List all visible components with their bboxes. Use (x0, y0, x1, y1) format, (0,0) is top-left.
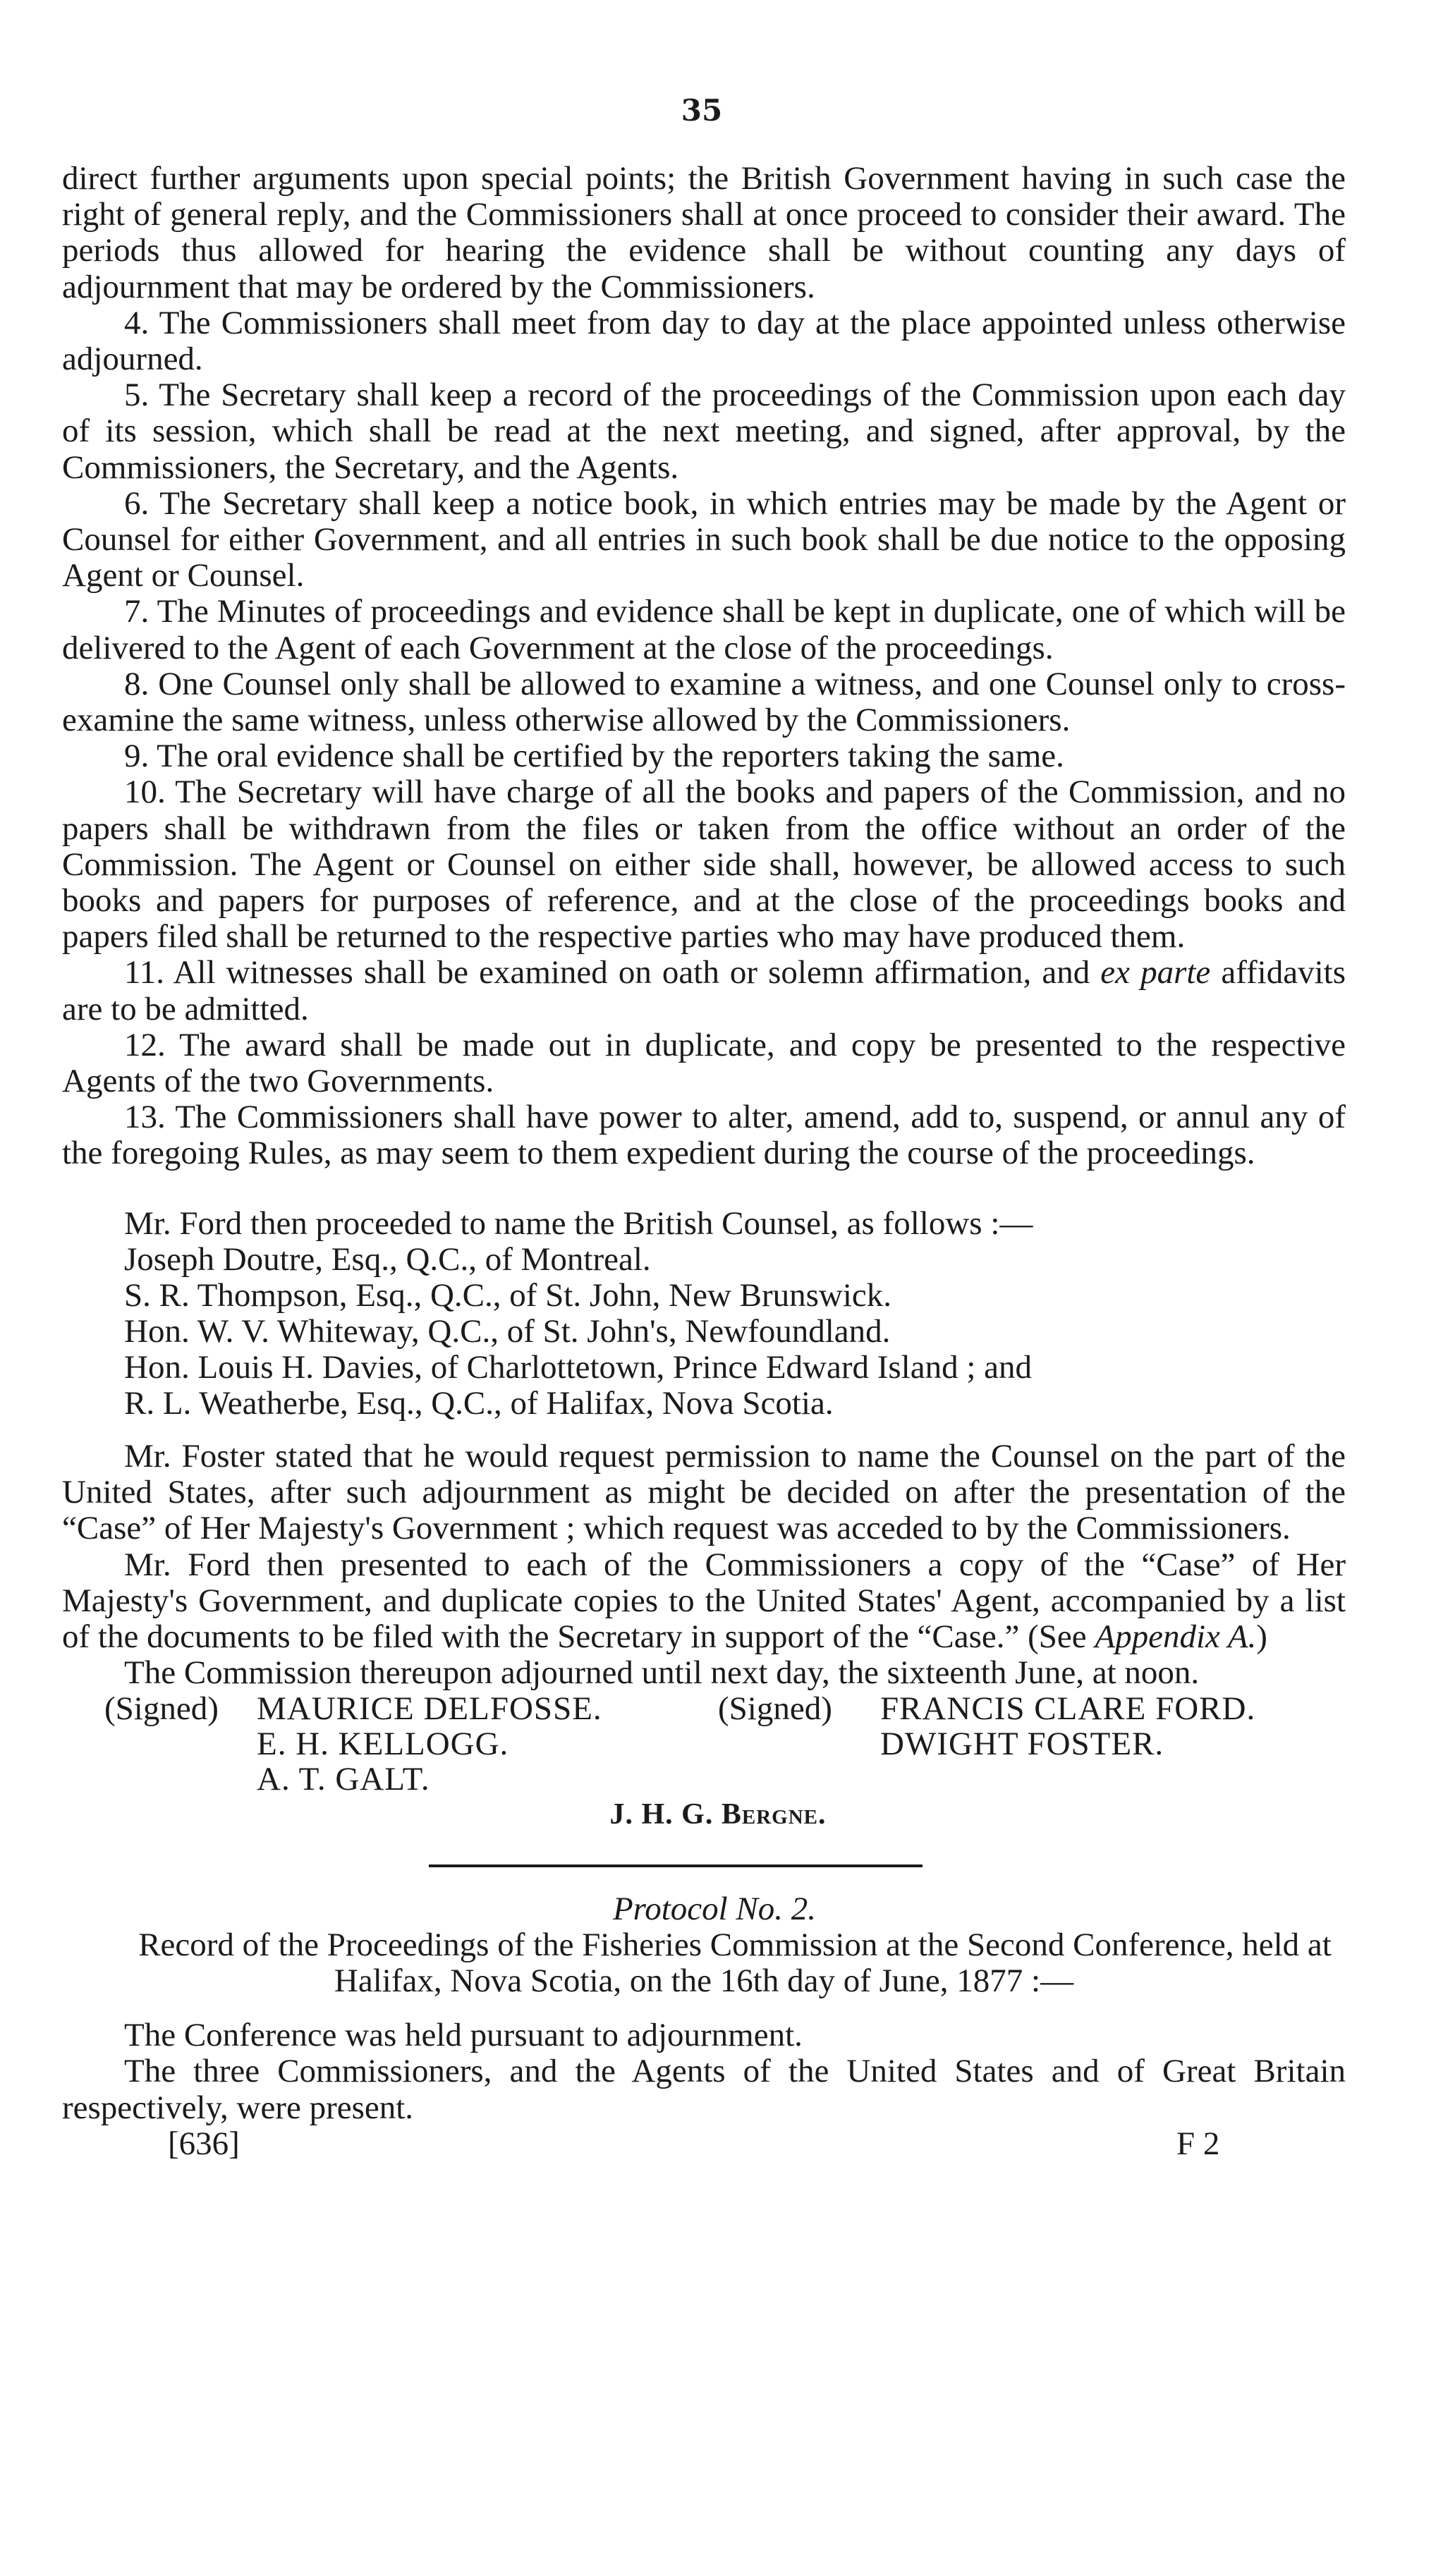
secretary-signature: J. H. G. Bergne. (609, 1798, 827, 1831)
rule-12: 12. The award shall be made out in duplicate, and copy be presented to the respective Agents of the two Governments. (62, 1026, 1346, 1100)
rule-9: 9. The oral evidence shall be certified by the reporters taking the same. (124, 738, 1064, 775)
rule-4: 4. The Commissioners shall meet from day to day at the place appointed unless otherwise adjourned. (62, 304, 1346, 378)
signatory: DWIGHT FOSTER. (880, 1726, 1164, 1763)
signature-block (62, 1691, 1346, 1797)
page-footer (62, 2126, 1346, 2168)
footer-right: F 2 (1176, 2125, 1220, 2162)
rule-5: 5. The Secretary shall keep a record of the proceedings of the Commission upon each day of its session, which shall be read at the next meeting, and signed, after approval, by the Commissioners, the Secretary, and the Agents. (62, 377, 1346, 486)
rule-11: 11. All witnesses shall be examined on oath or solemn affirmation, and ex parte affidavits are to be admitted. (62, 954, 1346, 1027)
closing-paragraph: The Conference was held pursuant to adjournment. (124, 2017, 803, 2054)
counsel-item: Joseph Doutre, Esq., Q.C., of Montreal. (124, 1240, 651, 1278)
paragraph-continued: direct further arguments upon special points; the British Government having in such case the right of general reply, and the Commissioners shall at once proceed to consider their award. The periods thus allowed for hearing the evidence shall be without counting any days of adjournment that may be ordered by the Commissioners. (62, 160, 1346, 305)
record-heading: Record of the Proceedings of the Fisheries Commission at the Second Conference, held at Halifax, Nova Scotia, on the 16th day of June, 1877 :— (138, 1926, 1332, 1999)
page-number: 35 (681, 93, 723, 128)
signatories-left (257, 1691, 602, 1797)
rule-7: 7. The Minutes of proceedings and evidence shall be kept in duplicate, one of which will be delivered to the Agent of each Government at the close of the proceedings. (62, 593, 1346, 666)
signed-label-right: (Signed) (718, 1690, 832, 1728)
rule-10: 10. The Secretary will have charge of all the books and papers of the Commission, and no papers shall be withdrawn from the files or taken from the office without an order of the Commission. The Agent or Counsel on either side shall, however, be allowed access to such books and papers for purposes of reference, and at the close of the proceedings books and papers filed shall be returned to the respective parties who may have produced them. (62, 774, 1346, 956)
counsel-item: R. L. Weatherbe, Esq., Q.C., of Halifax, Nova Scotia. (124, 1384, 834, 1422)
closing-paragraph: The three Commissioners, and the Agents of the United States and of Great Britain respectively, were present. (62, 2053, 1346, 2126)
counsel-list (124, 1242, 1346, 1422)
signatory: MAURICE DELFOSSE. (257, 1690, 602, 1728)
signed-label-left: (Signed) (104, 1690, 219, 1728)
signatory: E. H. KELLOGG. (257, 1726, 509, 1763)
signatories-right (880, 1691, 1255, 1762)
rule-13: 13. The Commissioners shall have power to alter, amend, add to, suspend, or annul any of the foregoing Rules, as may seem to them expedient during the course of the proceedings. (62, 1099, 1346, 1172)
signatory: A. T. GALT. (257, 1761, 430, 1798)
rule-6: 6. The Secretary shall keep a notice book, in which entries may be made by the Agent or Counsel for either Government, and all entries in such book shall be due notice to the opposing Agent or Counsel. (62, 484, 1346, 594)
section-divider (429, 1864, 923, 1867)
rule-8: 8. One Counsel only shall be allowed to examine a witness, and one Counsel only to cross-examine the same witness, unless otherwise allowed by the Commissioners. (62, 665, 1346, 739)
document-body (62, 161, 1346, 2168)
signatory: FRANCIS CLARE FORD. (880, 1690, 1256, 1728)
counsel-item: Hon. Louis H. Davies, of Charlottetown, Prince Edward Island ; and (124, 1348, 1033, 1386)
foster-paragraph: Mr. Foster stated that he would request permission to name the Counsel on the part of the United States, after such adjournment as might be decided on after the presentation of the “Case” of Her Majesty's Government ; which request was acceded to by the Commissioners. (62, 1437, 1346, 1547)
protocol-heading: Protocol No. 2. (612, 1890, 817, 1927)
counsel-intro: Mr. Ford then proceeded to name the British Counsel, as follows :— (124, 1204, 1033, 1242)
adjourn-paragraph: The Commission thereupon adjourned until next day, the sixteenth June, at noon. (124, 1654, 1200, 1692)
footer-left: [636] (168, 2125, 240, 2162)
ford-paragraph: Mr. Ford then presented to each of the Commissioners a copy of the “Case” of Her Majesty's Government, and duplicate copies to the United States' Agent, accompanied by a list of the documents to be filed with the Secretary in support of the “Case.” (See Appendix A.) (62, 1546, 1346, 1655)
counsel-item: S. R. Thompson, Esq., Q.C., of St. John, New Brunswick. (124, 1276, 892, 1314)
counsel-item: Hon. W. V. Whiteway, Q.C., of St. John's, Newfoundland. (124, 1312, 891, 1350)
